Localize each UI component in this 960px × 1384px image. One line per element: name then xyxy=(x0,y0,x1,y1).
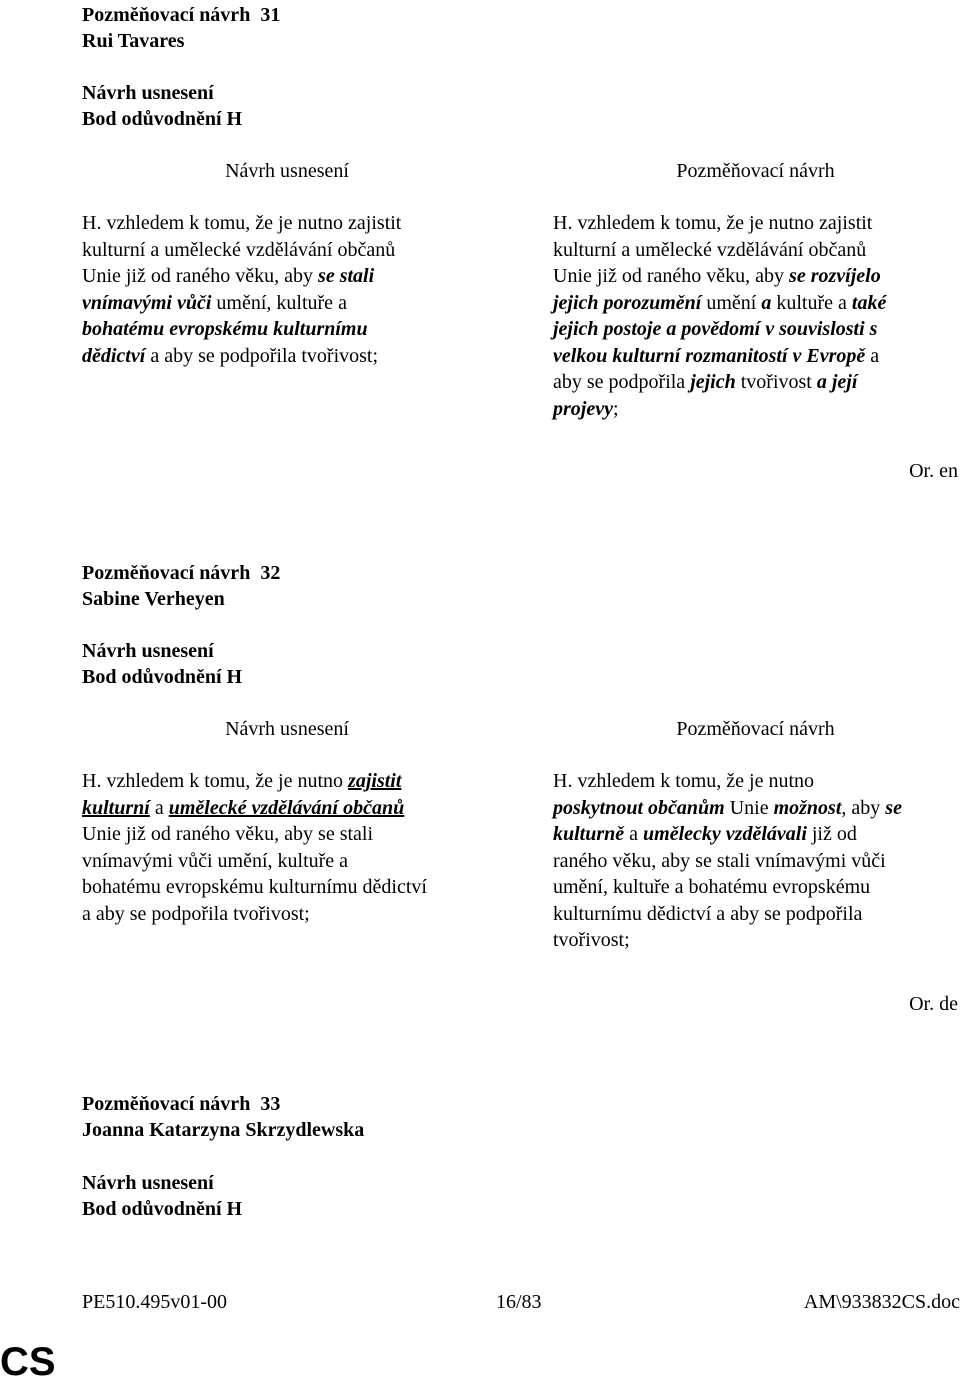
text-run: se xyxy=(885,796,902,819)
text-run: umělecky vzdělávali xyxy=(643,823,807,845)
text-run: kulturnímu dědictví a aby se podpořila xyxy=(553,902,863,925)
text-run: umění, kultuře a xyxy=(211,291,347,314)
text-line xyxy=(82,874,492,901)
amendment-31-heading: Pozměňovací návrh 31 xyxy=(82,4,281,26)
amendment-33-author: Joanna Katarzyna Skrzydlewska xyxy=(82,1119,365,1141)
text-line xyxy=(553,396,958,423)
text-line xyxy=(553,290,958,317)
amendment-32-author: Sabine Verheyen xyxy=(82,588,225,610)
text-line xyxy=(553,369,958,396)
text-run: velkou kulturní rozmanitostí v Evropě xyxy=(553,344,866,367)
footer-document-reference: PE510.495v01-00 xyxy=(82,1291,227,1313)
text-run: a aby se podpořila tvořivost; xyxy=(145,344,379,367)
text-line xyxy=(553,316,958,343)
amendment-32-doc-type: Návrh usnesení xyxy=(82,640,214,662)
text-run: možnost xyxy=(773,796,842,819)
amendment-31-doc-type: Návrh usnesení xyxy=(82,82,214,104)
amendment-32-right-header: Pozměňovací návrh xyxy=(676,718,835,740)
text-line xyxy=(553,210,958,237)
amendment-31-amended-text xyxy=(553,210,958,422)
amendment-31-original-language: Or. en xyxy=(909,460,958,482)
text-run: Unie již od raného věku, aby xyxy=(553,265,790,287)
text-run: také xyxy=(851,291,887,314)
text-run: kulturní a umělecké vzdělávání občanů xyxy=(553,238,867,261)
text-run: Unie již od raného věku, aby xyxy=(82,265,319,287)
text-run: a její xyxy=(816,371,858,393)
text-line xyxy=(82,316,492,343)
text-line xyxy=(553,237,958,264)
amendment-31-left-header: Návrh usnesení xyxy=(225,160,349,182)
text-run: umělecké vzdělávání občanů xyxy=(168,796,405,819)
text-run: již od xyxy=(806,823,857,845)
text-line xyxy=(82,237,492,264)
amendment-33-doc-type: Návrh usnesení xyxy=(82,1172,214,1194)
text-run: vnímavými vůči umění, kultuře a xyxy=(82,849,349,872)
text-run: tvořivost; xyxy=(553,929,630,951)
text-line xyxy=(82,263,492,290)
amendment-32-left-header: Návrh usnesení xyxy=(225,718,349,740)
text-line xyxy=(553,901,958,928)
text-line xyxy=(82,290,492,317)
text-run: poskytnout občanům xyxy=(553,796,725,819)
text-run: H. vzhledem k tomu, že je nutno zajistit xyxy=(553,212,873,234)
text-line xyxy=(553,263,958,290)
text-run: Unie xyxy=(724,796,774,819)
text-run: ; xyxy=(612,397,619,420)
text-run: se stali xyxy=(318,265,375,287)
amendment-33-target: Bod odůvodnění H xyxy=(82,1198,243,1220)
amendment-32-heading: Pozměňovací návrh 32 xyxy=(82,562,281,584)
text-run: a xyxy=(865,344,880,367)
amendment-32-original-text xyxy=(82,768,492,927)
text-run: kulturní xyxy=(82,796,150,819)
text-line xyxy=(82,795,492,822)
footer-page-number: 16/83 xyxy=(496,1291,542,1313)
text-run: raného věku, aby se stali vnímavými vůči xyxy=(553,849,886,872)
page-footer xyxy=(82,1289,960,1315)
text-line xyxy=(553,927,958,954)
text-run: H. vzhledem k tomu, že je nutno xyxy=(82,770,349,792)
text-run: kulturní a umělecké vzdělávání občanů xyxy=(82,238,396,261)
text-run: bohatému evropskému kulturnímu xyxy=(82,318,368,340)
text-run: kulturně xyxy=(553,823,625,845)
text-line xyxy=(82,343,492,370)
text-run: kultuře a xyxy=(771,291,852,314)
text-line xyxy=(553,821,958,848)
text-run: a xyxy=(624,823,644,845)
text-line xyxy=(82,901,492,928)
text-run: vnímavými vůči xyxy=(82,291,212,314)
text-run: H. vzhledem k tomu, že je nutno zajistit xyxy=(82,212,402,234)
amendment-31-original-text xyxy=(82,210,492,369)
text-run: umění, kultuře a bohatému evropskému xyxy=(553,876,871,898)
text-run: umění xyxy=(701,291,762,314)
text-run: Unie již od raného věku, aby se stali xyxy=(82,823,374,845)
text-line xyxy=(553,795,958,822)
text-run: a xyxy=(149,796,169,819)
amendment-32-target: Bod odůvodnění H xyxy=(82,666,243,688)
amendment-31-target: Bod odůvodnění H xyxy=(82,108,243,130)
text-line xyxy=(82,848,492,875)
text-run: a xyxy=(761,291,772,314)
text-run: aby se podpořila xyxy=(553,371,691,393)
text-line xyxy=(82,768,492,795)
text-run: jejich xyxy=(690,371,736,393)
language-code-label: CS xyxy=(0,1340,56,1384)
text-run: se rozvíjelo xyxy=(789,265,881,287)
text-run: H. vzhledem k tomu, že je nutno xyxy=(553,770,815,792)
text-run: tvořivost xyxy=(735,371,817,393)
footer-file-name: AM\933832CS.doc xyxy=(803,1291,960,1313)
text-line xyxy=(82,821,492,848)
text-line xyxy=(553,874,958,901)
text-run: jejich porozumění xyxy=(553,291,702,314)
amendment-33-heading: Pozměňovací návrh 33 xyxy=(82,1093,281,1115)
amendment-31-author: Rui Tavares xyxy=(82,30,185,52)
text-run: bohatému evropskému kulturnímu dědictví xyxy=(82,876,427,898)
text-line xyxy=(82,210,492,237)
text-run: jejich postoje a povědomí v souvislosti s xyxy=(553,318,878,340)
amendment-32-original-language: Or. de xyxy=(909,993,958,1015)
text-line xyxy=(553,343,958,370)
text-run: , aby xyxy=(841,796,886,819)
text-line xyxy=(553,848,958,875)
amendment-32-amended-text xyxy=(553,768,958,954)
text-run: projevy xyxy=(553,397,613,420)
text-line xyxy=(553,768,958,795)
amendment-31-right-header: Pozměňovací návrh xyxy=(676,160,835,182)
text-run: a aby se podpořila tvořivost; xyxy=(82,902,310,925)
text-run: dědictví xyxy=(82,344,146,367)
text-run: zajistit xyxy=(348,770,402,792)
